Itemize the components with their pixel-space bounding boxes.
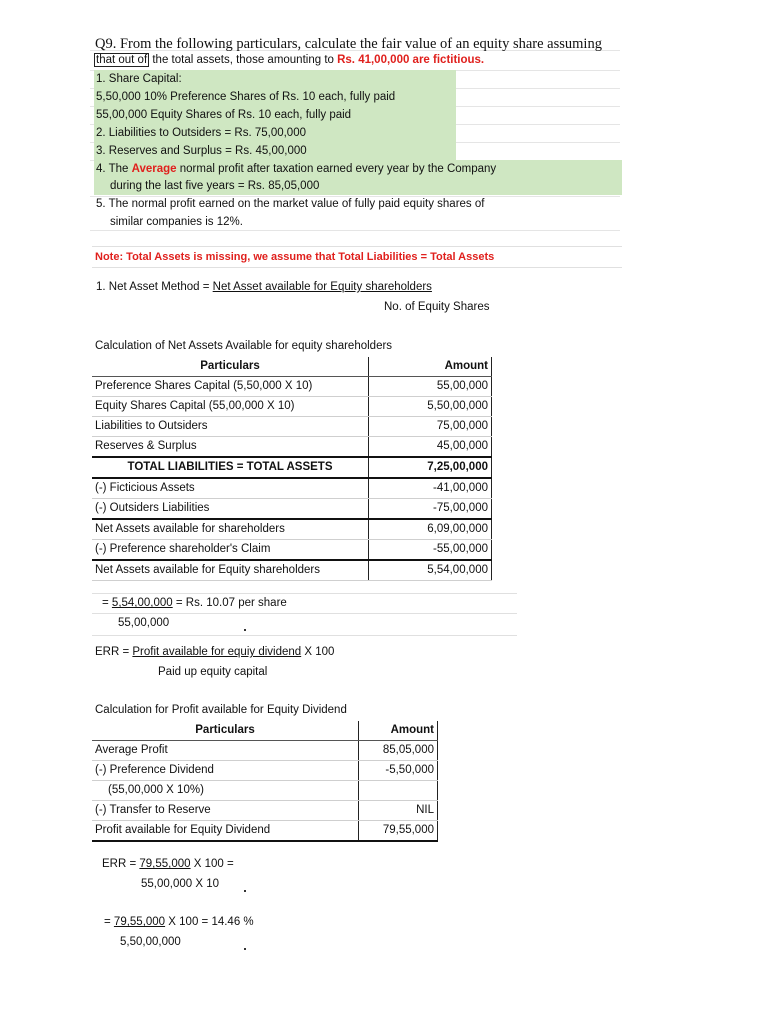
table-row: Equity Shares Capital (55,00,000 X 10) 5,50,00,000 xyxy=(92,397,492,417)
err-formula-denominator: Paid up equity capital xyxy=(158,666,268,678)
table-header: Particulars Amount xyxy=(92,721,438,741)
item-liabilities: 2. Liabilities to Outsiders = Rs. 75,00,000 xyxy=(96,127,306,139)
table-row: Reserves & Surplus 45,00,000 xyxy=(92,437,492,458)
fair-value-denominator: 55,00,000 xyxy=(118,617,170,629)
table-header: Particulars Amount xyxy=(92,357,492,377)
question-line-2: that out of the total assets, those amounting to Rs. 41,00,000 are fictitious. xyxy=(96,54,485,66)
table-row: (-) Preference shareholder's Claim -55,00,000 xyxy=(92,540,492,561)
net-assets-calc-title: Calculation of Net Assets Available for equity shareholders xyxy=(95,340,393,352)
profit-calc-title: Calculation for Profit available for Equity Dividend xyxy=(95,704,347,716)
table-row: (-) Outsiders Liabilities -75,00,000 xyxy=(92,499,492,520)
item-normal-profit-cont: similar companies is 12%. xyxy=(110,216,243,228)
table-row: Preference Shares Capital (5,50,000 X 10) 55,00,000 xyxy=(92,377,492,397)
item-share-capital: 1. Share Capital: xyxy=(96,73,182,85)
net-asset-method-denominator: No. of Equity Shares xyxy=(384,301,490,313)
table-row: Profit available for Equity Dividend 79,55,000 xyxy=(92,821,438,842)
table-row: (-) Transfer to Reserve NIL xyxy=(92,801,438,821)
table-row: Net Assets available for shareholders 6,09,00,000 xyxy=(92,519,492,540)
table-row-total: TOTAL LIABILITIES = TOTAL ASSETS 7,25,00,000 xyxy=(92,457,492,478)
item-equity-shares: 55,00,000 Equity Shares of Rs. 10 each, fully paid xyxy=(96,109,352,121)
item-normal-profit: 5. The normal profit earned on the market value of fully paid equity shares of xyxy=(96,198,485,210)
err-calc-step-2: = 79,55,000 X 100 = 14.46 % xyxy=(104,916,254,928)
table-row: Liabilities to Outsiders 75,00,000 xyxy=(92,417,492,437)
item-average-profit: 4. The Average normal profit after taxation earned every year by the Company xyxy=(96,163,497,175)
table-row: Average Profit 85,05,000 xyxy=(92,741,438,761)
question-title: Q9. From the following particulars, calculate the fair value of an equity share assuming xyxy=(95,36,602,52)
net-asset-method-formula: 1. Net Asset Method = Net Asset available for Equity shareholders xyxy=(96,281,432,293)
item-reserves: 3. Reserves and Surplus = Rs. 45,00,000 xyxy=(96,145,307,157)
selected-cell[interactable]: that out of xyxy=(96,54,148,66)
profit-table xyxy=(92,721,438,842)
err-calc-step-1-denominator: 55,00,000 X 10 xyxy=(141,878,220,890)
err-formula: ERR = Profit available for equiy dividend X 100 xyxy=(95,646,335,658)
table-row: (-) Ficticious Assets -41,00,000 xyxy=(92,478,492,499)
err-calc-step-1: ERR = 79,55,000 X 100 = xyxy=(102,858,234,870)
table-row: Net Assets available for Equity shareholders 5,54,00,000 xyxy=(92,560,492,581)
err-calc-step-2-denominator: 5,50,00,000 xyxy=(120,936,181,948)
item-preference-shares: 5,50,000 10% Preference Shares of Rs. 10 each, fully paid xyxy=(96,91,396,103)
net-assets-table xyxy=(92,357,492,581)
assumption-note: Note: Total Assets is missing, we assume that Total Liabilities = Total Assets xyxy=(95,251,495,263)
fair-value-result: = 5,54,00,000 = Rs. 10.07 per share xyxy=(102,597,287,609)
table-row: (-) Preference Dividend -5,50,000 xyxy=(92,761,438,781)
item-average-profit-cont: during the last five years = Rs. 85,05,000 xyxy=(110,180,320,192)
table-row: (55,00,000 X 10%) xyxy=(92,781,438,801)
